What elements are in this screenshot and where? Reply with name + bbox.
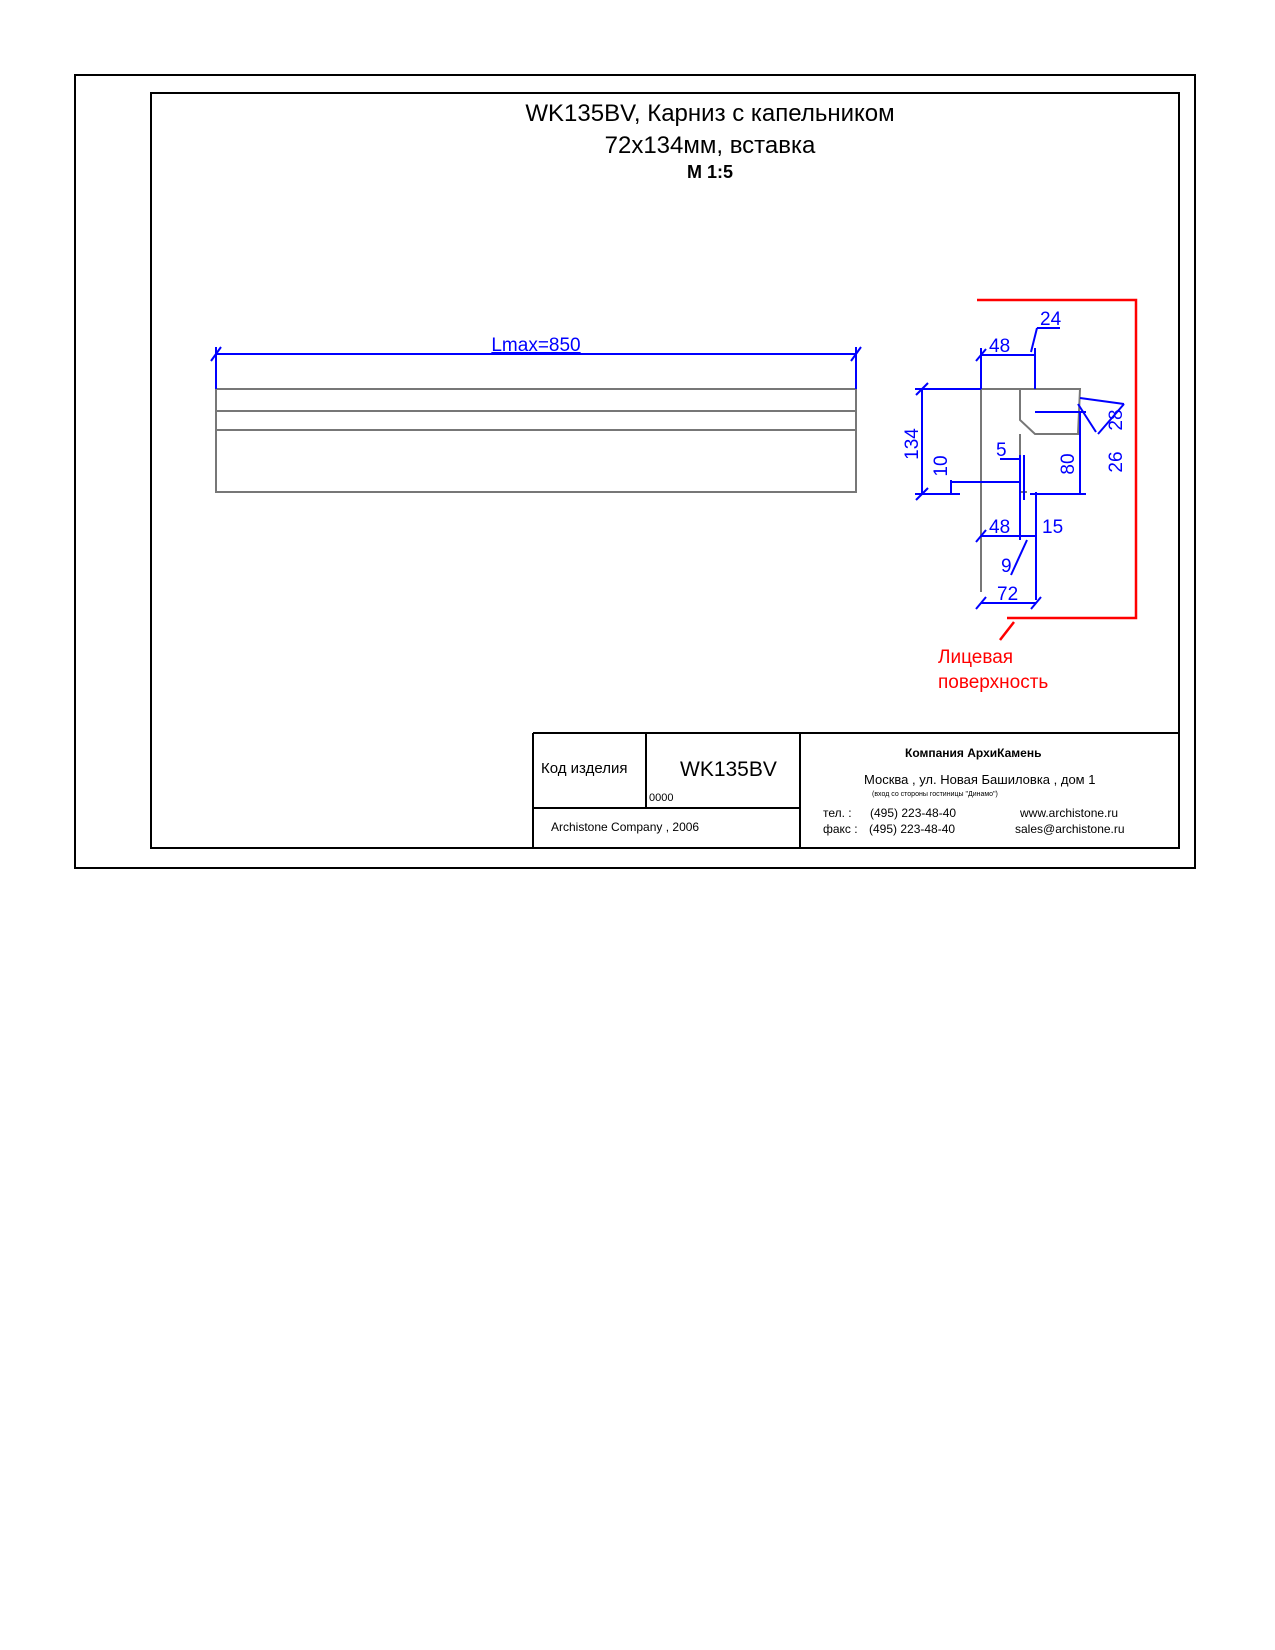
dim-9-label: 9 xyxy=(1001,556,1012,577)
fax-label: факс : xyxy=(823,822,858,836)
dim-5-label: 5 xyxy=(996,440,1007,461)
extension-line xyxy=(1080,398,1124,404)
address-note: (вход со стороны гостиницы "Динамо") xyxy=(872,791,998,798)
code-label: Код изделия xyxy=(541,760,628,777)
drawing-title: WK135BV, Карниз с капельником xyxy=(525,100,895,127)
dim-15-label: 15 xyxy=(1042,517,1064,538)
tel-label: тел. : xyxy=(823,806,852,820)
dim-26-label: 26 xyxy=(1106,451,1127,473)
dim-48-top-label: 48 xyxy=(989,336,1011,357)
dim-134-label: 134 xyxy=(902,428,923,460)
code-value: WK135BV xyxy=(680,758,777,781)
email-link[interactable]: sales@archistone.ru xyxy=(1015,822,1125,836)
dim-48-bottom-label: 48 xyxy=(989,517,1011,538)
dim-10-label: 10 xyxy=(931,455,952,477)
dim-80-label: 80 xyxy=(1058,453,1079,475)
drawing-subtitle: 72х134мм, вставка xyxy=(604,132,816,159)
section-profile xyxy=(981,389,1080,592)
face-label-line1: Лицевая xyxy=(938,647,1014,668)
copyright: Archistone Company , 2006 xyxy=(551,820,700,834)
drawing-scale: М 1:5 xyxy=(686,162,733,182)
code-sub: 0000 xyxy=(649,792,674,804)
section-dimension-labels xyxy=(902,309,1127,605)
dim-28-label: 28 xyxy=(1106,409,1127,431)
dim-72-label: 72 xyxy=(997,584,1019,605)
leader-line xyxy=(1011,540,1027,575)
website-link[interactable]: www.archistone.ru xyxy=(1020,806,1119,820)
elevation-outline xyxy=(216,389,856,492)
side-elevation xyxy=(216,389,856,492)
tel-value: (495) 223-48-40 xyxy=(870,806,957,820)
face-label-line2: поверхность xyxy=(938,672,1049,693)
dim-24-label: 24 xyxy=(1040,309,1062,330)
face-surface-label xyxy=(938,647,1048,693)
fax-value: (495) 223-48-40 xyxy=(869,822,956,836)
company-address: Москва , ул. Новая Башиловка , дом 1 xyxy=(864,772,1096,787)
face-leader xyxy=(1000,622,1014,640)
length-label: Lmax=850 xyxy=(491,335,581,356)
company-name: Компания АрхиКамень xyxy=(905,746,1042,760)
